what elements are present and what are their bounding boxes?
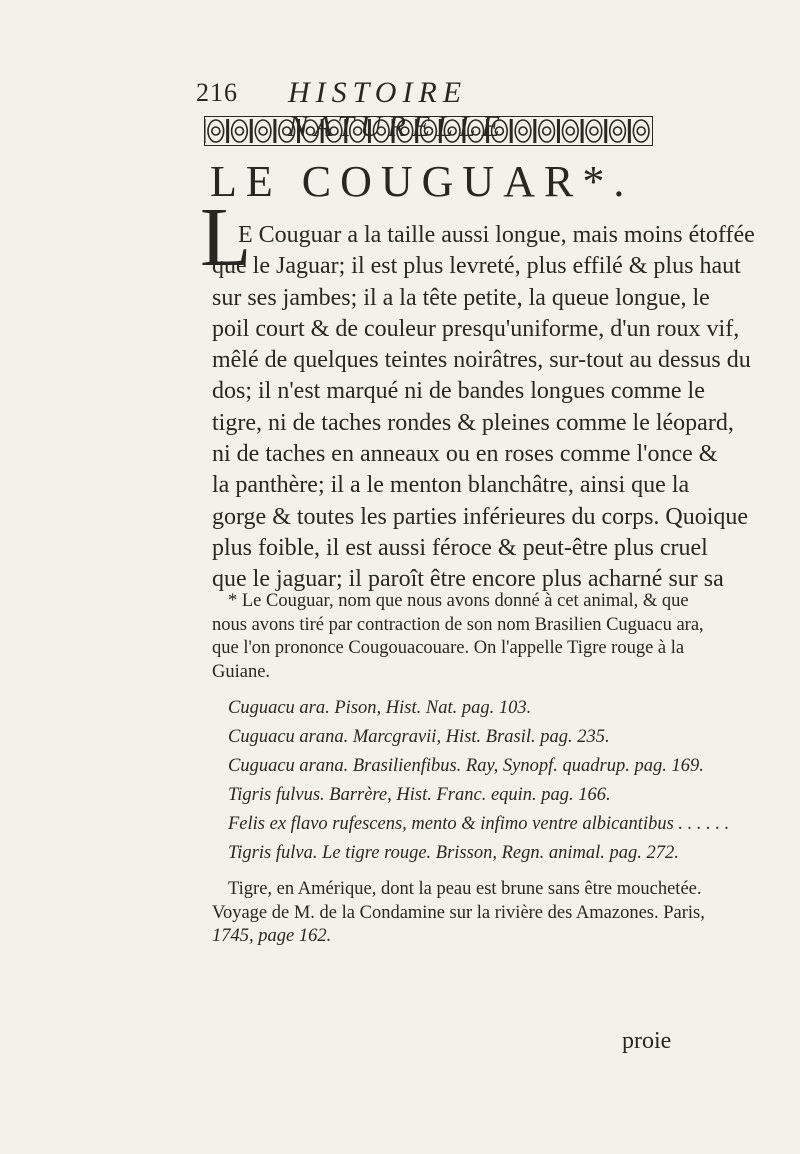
- chapter-title: LE COUGUAR*.: [210, 157, 634, 206]
- citation: Tigris fulvus. Barrère, Hist. Franc. equin. pag. 166.: [228, 785, 611, 805]
- body-line: dos; il n'est marqué ni de bandes longues comme le: [212, 378, 705, 405]
- body-line: la panthère; il a le menton blanchâtre, ainsi que la: [212, 472, 690, 499]
- page-number: 216: [196, 78, 238, 107]
- body-line: gorge & toutes les parties inférieures du corps. Quoique: [212, 503, 749, 530]
- footnote: [212, 590, 730, 949]
- drop-cap: L: [200, 191, 252, 284]
- ornament-band: [204, 116, 653, 146]
- citation: Cuguacu arana. Brasilienfibus. Ray, Synopf. quadrup. pag. 169.: [228, 756, 704, 776]
- body-line: mêlé de quelques teintes noirâtres, sur-tout au dessus du: [212, 347, 751, 374]
- citation-list: [212, 694, 730, 868]
- footnote-line: Guiane.: [212, 661, 271, 682]
- footnote-line: * Le Couguar, nom que nous avons donné à cet animal, & que: [228, 591, 689, 611]
- footnote-line: nous avons tiré par contraction de son nom Brasilien Cuguacu ara,: [212, 614, 704, 635]
- body-line: que le jaguar; il paroît être encore plus acharné sur sa: [212, 566, 724, 593]
- body-line: tigre, ni de taches rondes & pleines comme le léopard,: [212, 409, 734, 436]
- body-line: sur ses jambes; il a la tête petite, la queue longue, le: [212, 284, 710, 311]
- catchword: proie: [622, 1028, 672, 1054]
- citation: Felis ex flavo rufescens, mento & infimo ventre albicantibus . . . . . .: [228, 814, 730, 834]
- body-line: poil court & de couleur presqu'uniforme, d'un roux vif,: [212, 315, 740, 342]
- citation: Cuguacu arana. Marcgravii, Hist. Brasil. pag. 235.: [228, 727, 610, 747]
- citation: Tigris fulva. Le tigre rouge. Brisson, Regn. animal. pag. 272.: [228, 843, 679, 863]
- running-title: HISTOIRE NATURELLE: [288, 76, 506, 143]
- footnote-line: que l'on prononce Cougouacouare. On l'appelle Tigre rouge à la: [212, 638, 685, 658]
- footnote-line: 1745, page 162.: [212, 926, 332, 946]
- running-head: [196, 76, 666, 143]
- body-line: que le Jaguar; il est plus levreté, plus effilé & plus haut: [212, 253, 741, 280]
- citation: Cuguacu ara. Pison, Hist. Nat. pag. 103.: [228, 698, 532, 718]
- body-line: E Couguar a la taille aussi longue, mais moins étoffée: [238, 222, 755, 248]
- body-line: plus foible, il est aussi féroce & peut-être plus cruel: [212, 534, 708, 561]
- body-text: [212, 220, 755, 596]
- body-line: ni de taches en anneaux ou en roses comme l'once &: [212, 441, 718, 468]
- footnote-line: Tigre, en Amérique, dont la peau est brune sans être mouchetée.: [228, 879, 702, 899]
- footnote-closing: [212, 878, 705, 949]
- footnote-line: Voyage de M. de la Condamine sur la rivière des Amazones. Paris,: [212, 902, 705, 923]
